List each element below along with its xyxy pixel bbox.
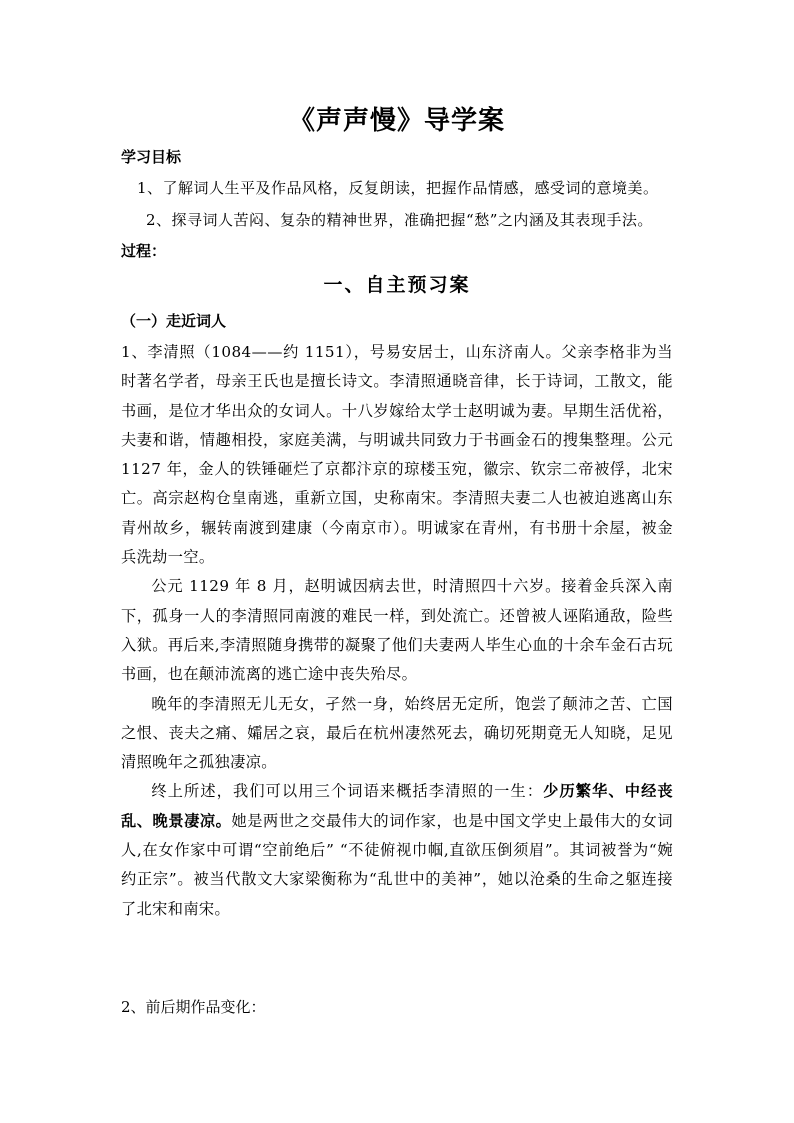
- summary-rest: 她是两世之交最伟大的词作家，也是中国文学史上最伟大的女词人,在女作家中可谓“空前绝后” “不徒俯视巾帼,直欲压倒须眉”。其词被誉为“婉约正宗”。被当代散文大家梁衡称为“乱世中的美神”，她以沧桑的生命之躯连接了北宋和南宋。: [121, 811, 673, 918]
- summary-keywords: 少历繁华、中经丧乱、晚景凄凉。: [121, 782, 673, 830]
- bio-paragraph-4: [121, 777, 673, 923]
- goal-item-2: 2、探寻词人苦闷、复杂的精神世界，准确把握“愁”之内涵及其表现手法。: [146, 211, 653, 229]
- subsection-title-works: 2、前后期作品变化：: [121, 998, 266, 1016]
- goals-heading: 学习目标: [121, 148, 182, 166]
- goal-item-1: 1、了解词人生平及作品风格，反复朗读，把握作品情感，感受词的意境美。: [137, 179, 659, 197]
- bio-paragraph-1: 1、李清照（1084——约 1151），号易安居士，山东济南人。父亲李格非为当时著名学者，母亲王氏也是擅长诗文。李清照通晓音律，长于诗词，工散文，能书画，是位才华出众的女词人。十八岁嫁给太学士赵明诚为妻。早期生活优裕，夫妻和谐，情趣相投，家庭美满，与明诚共同致力于书画金石的搜集整理。公元 1127 年，金人的铁锤砸烂了京都汴京的琼楼玉宛，徽宗、钦宗二帝被俘，北宋亡。高宗赵构仓皇南逃，重新立国，史称南宋。李清照夫妻二人也被迫逃离山东青州故乡，辗转南渡到建康（今南京市）。明诚家在青州，有书册十余屋，被金兵洗劫一空。: [121, 343, 673, 567]
- bio-paragraph-3: 晚年的李清照无儿无女，孑然一身，始终居无定所，饱尝了颠沛之苦、亡国之恨、丧夫之痛、孀居之哀，最后在杭州凄然死去，确切死期竟无人知晓，足见清照晚年之孤独凄凉。: [121, 694, 673, 772]
- process-label: 过程：: [121, 242, 167, 260]
- summary-intro: 终上所述，我们可以用三个词语来概括李清照的一生：: [151, 782, 544, 801]
- section-title: 一、自主预习案: [323, 274, 471, 296]
- page-title: 《声声慢》导学案: [288, 106, 505, 136]
- bio-paragraph-2: 公元 1129 年 8 月，赵明诚因病去世，时清照四十六岁。接着金兵深入南下，孤身一人的李清照同南渡的难民一样，到处流亡。还曾被人诬陷通敌，险些入狱。再后来,李清照随身携带的凝聚了他们夫妻两人毕生心血的十余车金石古玩书画，也在颠沛流离的逃亡途中丧失殆尽。: [121, 577, 673, 684]
- author-bio: [121, 338, 673, 924]
- subsection-title-author: （一）走近词人: [121, 312, 227, 330]
